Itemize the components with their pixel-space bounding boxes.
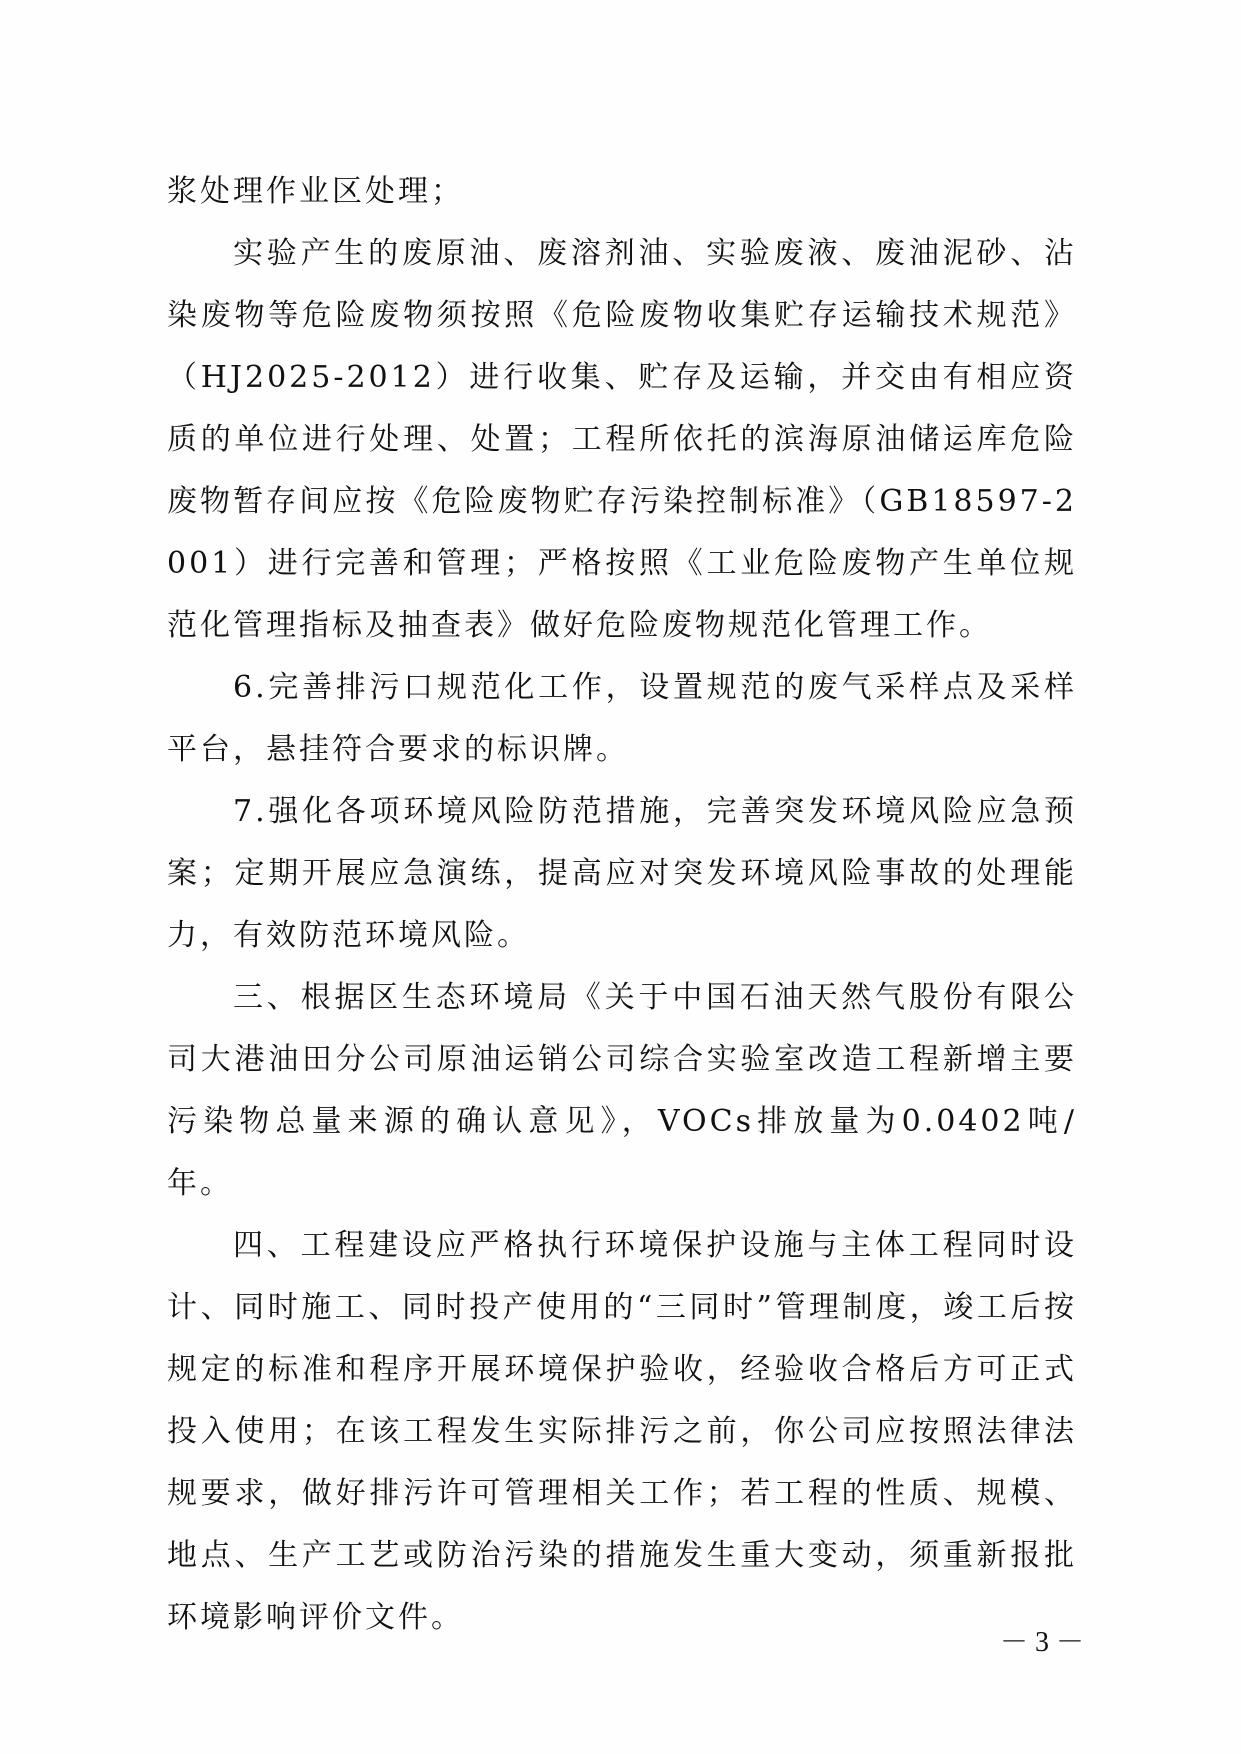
- paragraph-item-7: 7.强化各项环境风险防范措施，完善突发环境风险应急预案；定期开展应急演练，提高应对突发环境风险事故的处理能力，有效防范环境风险。: [167, 794, 1077, 953]
- page-number: － 3 －: [1000, 1627, 1085, 1658]
- paragraph-item-6: 6.完善排污口规范化工作，设置规范的废气采样点及采样平台，悬挂符合要求的标识牌。: [167, 670, 1077, 767]
- paragraph-section-4: 四、工程建设应严格执行环境保护设施与主体工程同时设计、同时施工、同时投产使用的“三同时”管理制度，竣工后按规定的标准和程序开展环境保护验收，经验收合格后方可正式投入使用；在该工程发生实际排污之前，你公司应按照法律法规要求，做好排污许可管理相关工作；若工程的性质、规模、地点、生产工艺或防治污染的措施发生重大变动，须重新报批环境影响评价文件。: [167, 1228, 1077, 1635]
- document-body: [167, 161, 1077, 1649]
- paragraph-hazardous-waste: 实验产生的废原油、废溶剂油、实验废液、废油泥砂、沾染废物等危险废物须按照《危险废物收集贮存运输技术规范》（HJ2025-2012）进行收集、贮存及运输，并交由有相应资质的单位进行处理、处置；工程所依托的滨海原油储运库危险废物暂存间应按《危险废物贮存污染控制标准》（GB18597-2001）进行完善和管理；严格按照《工业危险废物产生单位规范化管理指标及抽查表》做好危险废物规范化管理工作。: [167, 236, 1077, 643]
- paragraph-continuation: 浆处理作业区处理；: [167, 174, 464, 209]
- paragraph-section-3: 三、根据区生态环境局《关于中国石油天然气股份有限公司大港油田分公司原油运销公司综合实验室改造工程新增主要污染物总量来源的确认意见》，VOCs排放量为0.0402吨/年。: [167, 980, 1077, 1201]
